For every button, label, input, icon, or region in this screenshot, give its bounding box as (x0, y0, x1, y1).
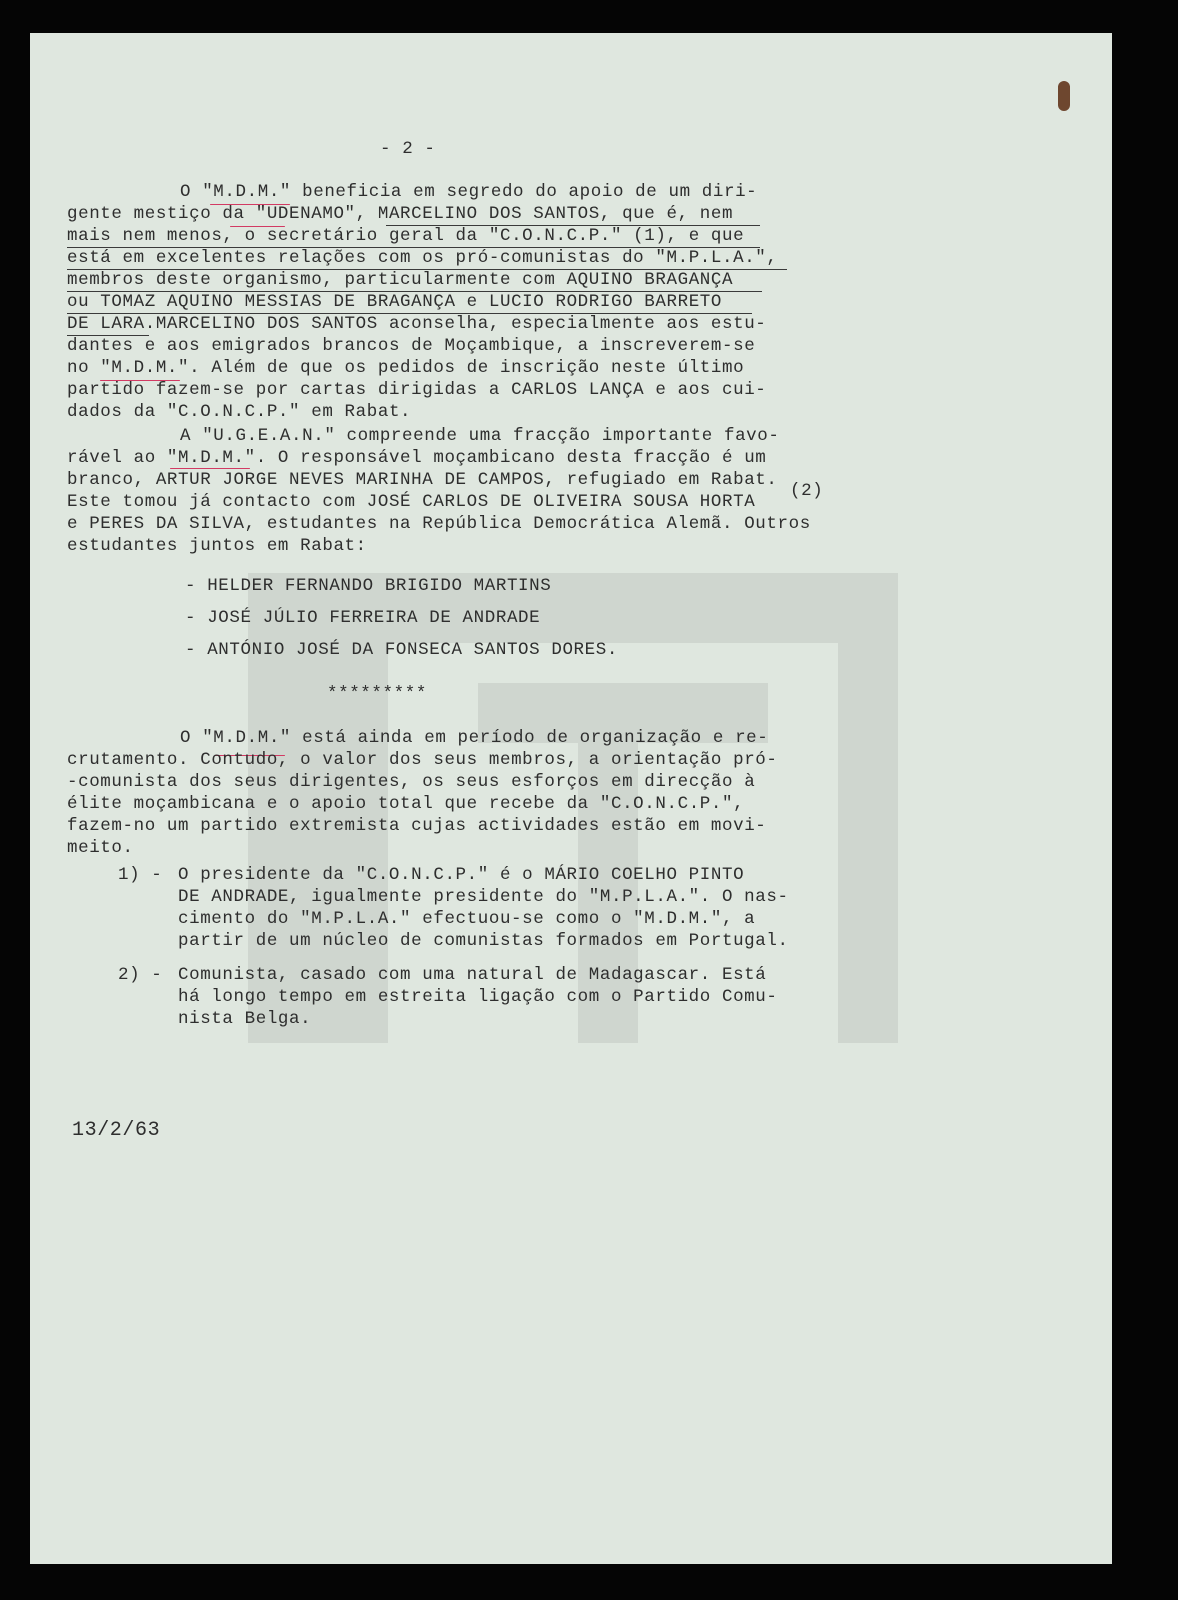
p2-line-3: branco, ARTUR JORGE NEVES MARINHA DE CAMPOS, refugiado em Rabat. (67, 470, 778, 490)
separator-asterisks: ********* (327, 684, 427, 704)
p3-line-2: crutamento. Contudo, o valor dos seus membros, a orientação pró- (67, 750, 778, 770)
p1-line-3: mais nem menos, o secretário geral da "C.O.N.C.P." (1), e que (67, 226, 745, 246)
red-pencil-mark (230, 226, 285, 227)
p1-line-11: dados da "C.O.N.C.P." em Rabat. (67, 402, 412, 422)
p2-line-1: A "U.G.E.A.N." compreende uma fracção importante favo- (180, 426, 780, 446)
footnote-ref-2: (2) (790, 481, 824, 501)
p2-line-2: rável ao "M.D.M.". O responsável moçambicano desta fracção é um (67, 448, 767, 468)
student-item-1: - HELDER FERNANDO BRIGIDO MARTINS (185, 576, 552, 596)
typed-underline (386, 225, 760, 226)
note-2-line-2: há longo tempo em estreita ligação com o Partido Comu- (178, 987, 778, 1007)
student-item-2: - JOSÉ JÚLIO FERREIRA DE ANDRADE (185, 608, 541, 628)
p1-line-6: ou TOMAZ AQUINO MESSIAS DE BRAGANÇA e LUCIO RODRIGO BARRETO (67, 292, 723, 312)
p1-line-10: partido fazem-se por cartas dirigidas a CARLOS LANÇA e aos cui- (67, 380, 767, 400)
typed-underline (67, 291, 762, 292)
p3-line-4: élite moçambicana e o apoio total que recebe da "C.O.N.C.P.", (67, 794, 745, 814)
note-1-line-4: partir de um núcleo de comunistas formados em Portugal. (178, 931, 789, 951)
student-item-3: - ANTÓNIO JOSÉ DA FONSECA SANTOS DORES. (185, 640, 618, 660)
p1-line-9: no "M.D.M.". Além de que os pedidos de inscrição neste último (67, 358, 745, 378)
note-2-line-3: nista Belga. (178, 1009, 312, 1029)
p3-line-3: -comunista dos seus dirigentes, os seus esforços em direcção à (67, 772, 756, 792)
p2-line-5: e PERES DA SILVA, estudantes na República Democrática Alemã. Outros (67, 514, 811, 534)
typed-underline (67, 335, 149, 336)
p2-line-4: Este tomou já contacto com JOSÉ CARLOS DE OLIVEIRA SOUSA HORTA (67, 492, 756, 512)
p3-line-6: meito. (67, 838, 134, 858)
typed-underline (67, 313, 752, 314)
p1-line-7: DE LARA.MARCELINO DOS SANTOS aconselha, especialmente aos estu- (67, 314, 767, 334)
p2-line-6: estudantes juntos em Rabat: (67, 536, 367, 556)
document-page (30, 33, 1112, 1564)
p1-line-4: está em excelentes relações com os pró-comunistas do "M.P.L.A.", (67, 248, 778, 268)
p1-line-8: dantes e aos emigrados brancos de Moçambique, a inscreverem-se (67, 336, 756, 356)
p3-line-1: O "M.D.M." está ainda em período de organização e re- (180, 728, 769, 748)
red-pencil-mark (100, 380, 180, 381)
note-1-line-2: DE ANDRADE, igualmente presidente do "M.P.L.A.". O nas- (178, 887, 789, 907)
page-number: - 2 - (380, 139, 436, 159)
note-1-line-1: O presidente da "C.O.N.C.P." é o MÁRIO COELHO PINTO (178, 865, 745, 885)
p1-line-5: membros deste organismo, particularmente com AQUINO BRAGANÇA (67, 270, 734, 290)
typed-underline (67, 247, 760, 248)
typed-underline (67, 269, 787, 270)
note-2-line-1: Comunista, casado com uma natural de Madagascar. Está (178, 965, 767, 985)
note-1-line-3: cimento do "M.P.L.A." efectuou-se como o "M.D.M.", a (178, 909, 756, 929)
rust-stain (1058, 81, 1070, 111)
document-date: 13/2/63 (72, 1119, 161, 1142)
p1-line-2: gente mestiço da "UDENAMO", MARCELINO DOS SANTOS, que é, nem (67, 204, 734, 224)
note-1-marker: 1) - (118, 865, 163, 885)
red-pencil-mark (210, 204, 290, 205)
note-2-marker: 2) - (118, 965, 163, 985)
p1-line-1: O "M.D.M." beneficia em segredo do apoio de um diri- (180, 182, 758, 202)
p3-line-5: fazem-no um partido extremista cujas actividades estão em movi- (67, 816, 767, 836)
